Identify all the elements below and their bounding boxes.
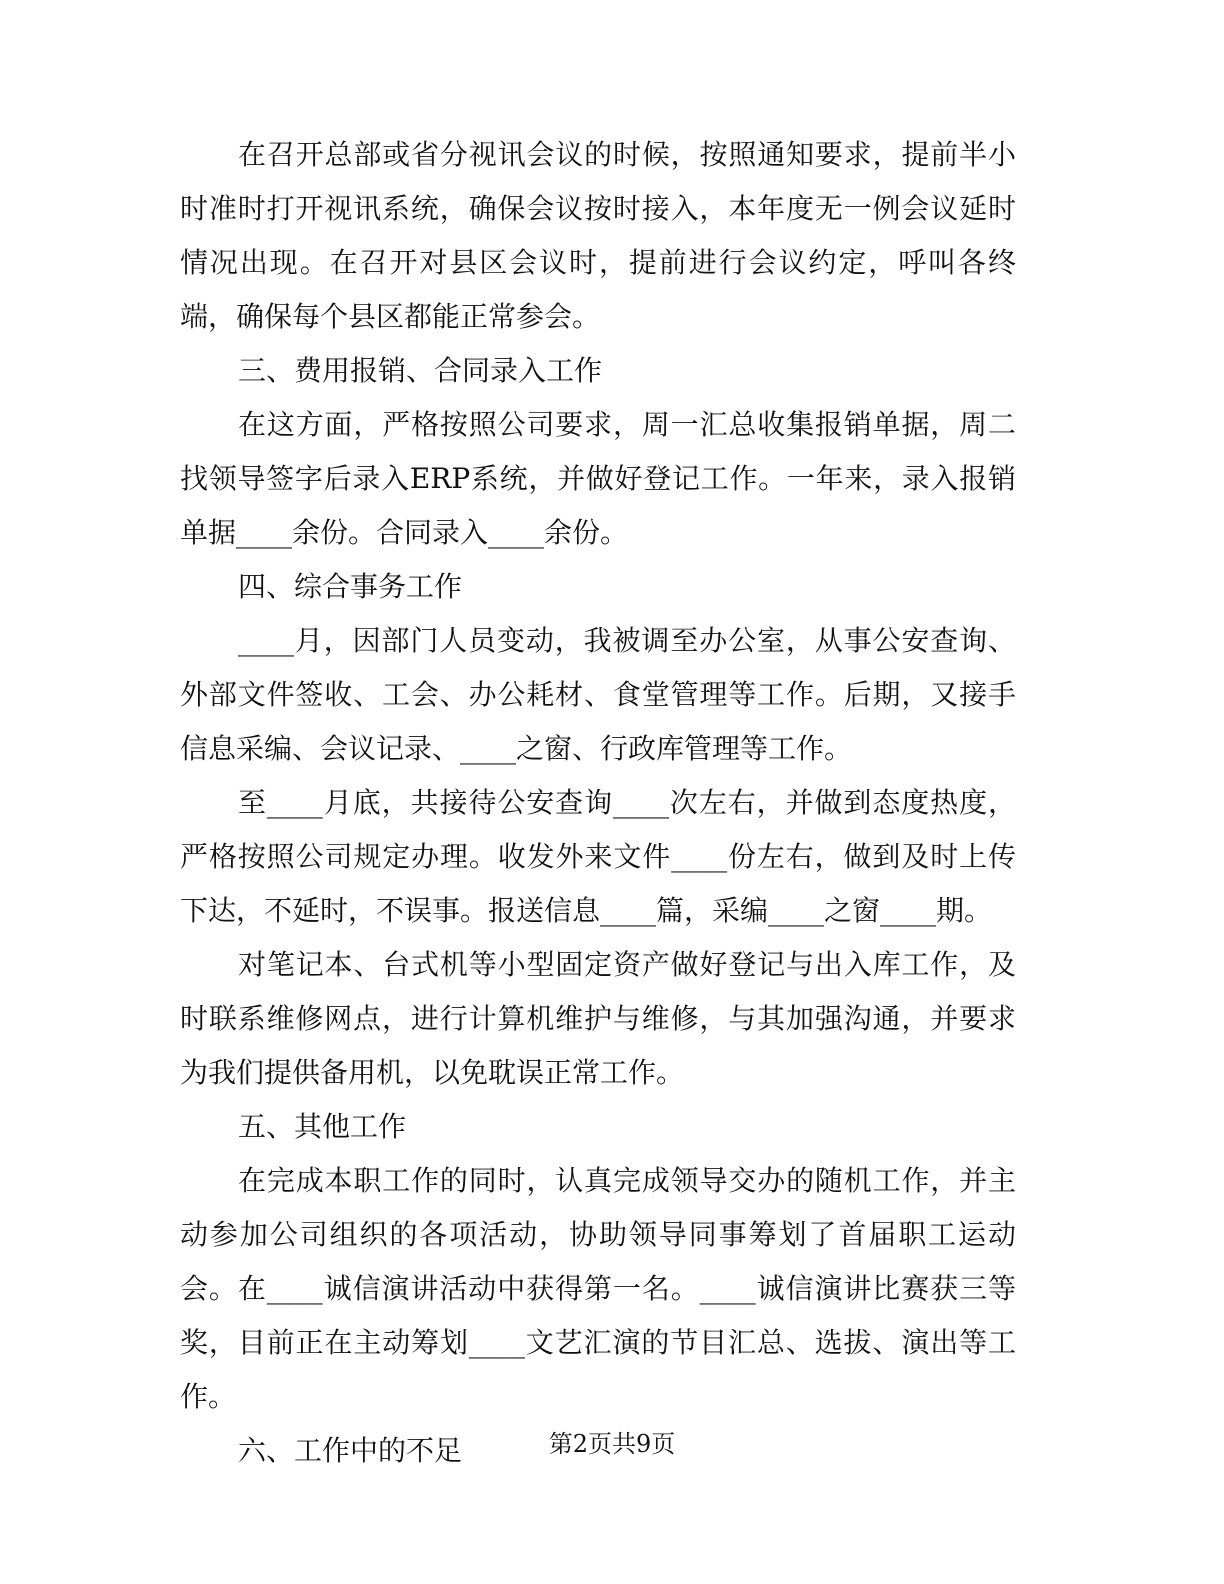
section-heading: 三、费用报销、合同录入工作 [238, 354, 603, 387]
paragraph: ____月，因部门人员变动，我被调至办公室，从事公安查询、外部文件签收、工会、办公耗材、食堂管理等工作。后期，又接手信息采编、会议记录、____之窗、行政库管理等工作。 [180, 624, 1016, 765]
paragraph: 至____月底，共接待公安查询____次左右，并做到态度热度，严格按照公司规定办理。收发外来文件____份左右，做到及时上传下达，不延时，不误事。报送信息____篇，采编____之窗____期。 [180, 786, 1016, 927]
section-heading: 四、综合事务工作 [238, 570, 463, 603]
section-heading: 五、其他工作 [238, 1110, 407, 1143]
paragraph: 在召开总部或省分视讯会议的时候，按照通知要求，提前半小时准时打开视讯系统，确保会议按时接入，本年度无一例会议延时情况出现。在召开对县区会议时，提前进行会议约定，呼叫各终端，确保每个县区都能正常参会。 [180, 138, 1016, 333]
page-footer: 第2页共9页 [548, 1430, 676, 1458]
document-body [180, 128, 1016, 1478]
paragraph: 在完成本职工作的同时，认真完成领导交办的随机工作，并主动参加公司组织的各项活动，协助领导同事筹划了首届职工运动会。在____诚信演讲活动中获得第一名。____诚信演讲比赛获三等奖，目前正在主动筹划____文艺汇演的节目汇总、选拔、演出等工作。 [180, 1164, 1016, 1413]
paragraph: 在这方面，严格按照公司要求，周一汇总收集报销单据，周二找领导签字后录入ERP系统，并做好登记工作。一年来，录入报销单据____余份。合同录入____余份。 [180, 408, 1016, 549]
paragraph: 对笔记本、台式机等小型固定资产做好登记与出入库工作，及时联系维修网点，进行计算机维护与维修，与其加强沟通，并要求为我们提供备用机，以免耽误正常工作。 [180, 948, 1016, 1089]
section-heading: 六、工作中的不足 [238, 1434, 463, 1467]
